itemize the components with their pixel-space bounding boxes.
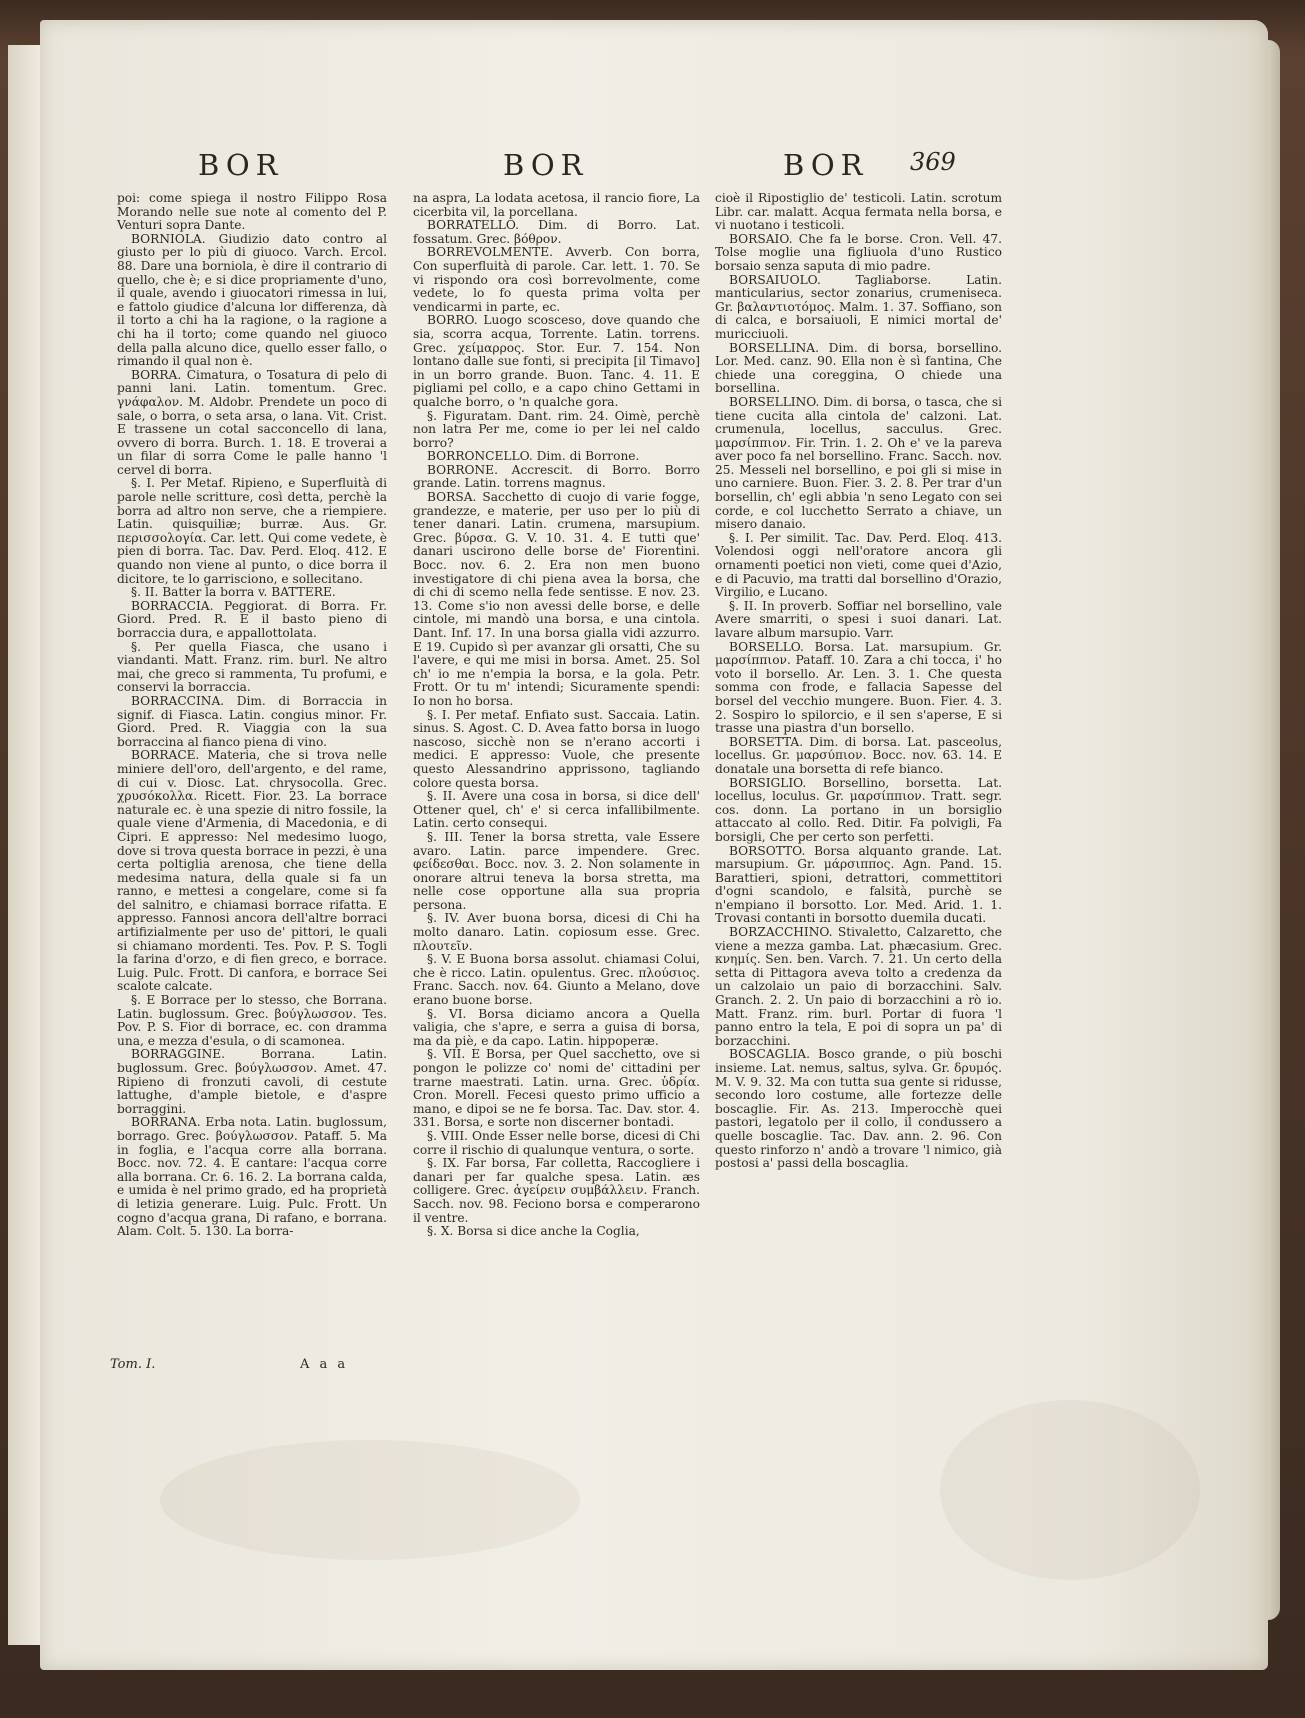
dictionary-entry: §. II. Avere una cosa in borsa, si dice dell' Ottener quel, ch' e' si cerca infallibilmente. Latin. certo consequi. <box>413 789 700 831</box>
dictionary-entry: BORSAIO. Che fa le borse. Cron. Vell. 47. Tolse moglie una figliuola d'uno Rustico borsaio senza saputa di mio padre. <box>715 231 1002 273</box>
dictionary-entry: §. VIII. Onde Esser nelle borse, dicesi di Chi corre il rischio di qualunque ventura, o sorte. <box>413 1128 700 1157</box>
paper-stain <box>160 1440 580 1560</box>
dictionary-entry: BORZACCHINO. Stivaletto, Calzaretto, che viene a mezza gamba. Lat. phæcasium. Grec. κνημίς. Sen. ben. Varch. 7. 21. Un certo della setta di Pittagora aveva tolto a credenza da un calzolaio un paio di borzacchini. Salv. Granch. 2. 2. Un paio di borzacchini a rò io. Matt. Franz. rim. burl. Portar di fuora 'l panno entro la tela, E poi di sopra un pa' di borzacchini. <box>715 925 1002 1048</box>
dictionary-entry: BORRONE. Accrescit. di Borro. Borro grande. Latin. torrens magnus. <box>413 462 700 491</box>
dictionary-entry: BORSOTTO. Borsa alquanto grande. Lat. marsupium. Gr. μάρσιππος. Agn. Pand. 15. Barattieri, spioni, detrattori, commettitori d'ogni scandolo, e falsità, purchè se n'empiano il borsotto. Lor. Med. Arid. 1. 1. Trovasi contanti in borsotto duemila ducati. <box>715 843 1002 926</box>
dictionary-entry: BORSIGLIO. Borsellino, borsetta. Lat. locellus, loculus. Gr. μαρσίππιον. Tratt. segr. cos. donn. La portano in un borsiglio attaccato al collo. Red. Ditir. Fa polvigli, Fa borsigli, Che per certo son perfetti. <box>715 775 1002 844</box>
dictionary-entry: §. II. Batter la borra v. BATTERE. <box>131 585 336 600</box>
dictionary-entry: BORSELLO. Borsa. Lat. marsupium. Gr. μαρσίππιον. Pataff. 10. Zara a chi tocca, i' ho voto il borsello. Ar. Len. 3. 1. Che questa somma con frode, e fallacia Sapesse del borsel del vecchio mungere. Buon. Fier. 4. 3. 2. Sospiro lo spilorcio, e il sen s'aperse, E si trasse una piastra d'un borsello. <box>715 639 1002 736</box>
text-column-left <box>117 192 387 1239</box>
dictionary-entry: §. X. Borsa si dice anche la Coglia, <box>427 1224 640 1239</box>
dictionary-entry: §. III. Tener la borsa stretta, vale Essere avaro. Latin. parce impendere. Grec. φείδεσθαι. Bocc. nov. 3. 2. Non solamente in onorare altrui teneva la borsa stretta, ma nelle cose opportune alla sua propria persona. <box>413 829 700 912</box>
paper-stain <box>940 1400 1200 1580</box>
running-header <box>0 148 1305 192</box>
left-page-edge <box>8 45 41 1645</box>
dictionary-entry: BOSCAGLIA. Bosco grande, o più boschi insieme. Lat. nemus, saltus, sylva. Gr. δρυμός. M. V. 9. 32. Ma con tutta sua gente si ridusse, secondo loro costume, alle fortezze delle boscaglie. Fir. As. 213. Imperocchè quei pastori, legatolo per il collo, il condussero a quelle boscaglie. Tac. Dav. ann. 2. 96. Con questo rinforzo n' andò a trovare 'l nimico, già postosi a' passi della boscaglia. <box>715 1047 1002 1171</box>
dictionary-entry: BORRACCIA. Peggiorat. di Borra. Fr. Giord. Pred. R. E il basto pieno di borraccia dura, e appallottolata. <box>117 598 387 640</box>
dictionary-entry: BORRANA. Erba nota. Latin. buglossum, borrago. Grec. βούγλωσσον. Pataff. 5. Ma in foglia, e l'acqua corre alla borrana. Bocc. nov. 72. 4. E cantare: l'acqua corre alla borrana. Cr. 6. 16. 2. La borrana calda, e umida è nel primo grado, ed ha proprietà di letizia generare. Luig. Pulc. Frott. Un cogno d'acqua grana, Di rafano, e borrana. Alam. Colt. 5. 130. La borra- <box>117 1115 387 1239</box>
page-number: 369 <box>910 148 956 176</box>
dictionary-entry: BORSA. Sacchetto di cuojo di varie fogge, grandezze, e materie, per uso per lo più di tener danari. Latin. crumena, marsupium. Grec. βύρσα. G. V. 10. 31. 4. E tutti que' danari uscirono delle borse de' Fiorentini. Bocc. nov. 6. 2. Era non men buono investigatore di chi piena avea la borsa, che di chi di scemo nella fede sentisse. E nov. 23. 13. Come s'io non avessi delle borse, e delle cintole, mi mandò una borsa, e una cintola. Dant. Inf. 17. In una borsa gialla vidi azzurro. E 19. Cupido sì per avanzar gli orsatti, Che su l'avere, e qui me misi in borsa. Amet. 25. Sol ch' io me n'empia la borsa, e la gola. Petr. Frott. Or tu m' intendi; Sicuramente spendi: Io non ho borsa. <box>413 490 700 708</box>
dictionary-entry: na aspra, La lodata acetosa, il rancio fiore, La cicerbita vil, la porcellana. <box>413 191 700 219</box>
dictionary-entry: cioè il Ripostiglio de' testicoli. Latin. scrotum Libr. car. malatt. Acqua fermata nella borsa, e vi nuotano i testicoli. <box>715 191 1002 233</box>
header-left: BOR <box>198 148 284 182</box>
dictionary-entry: §. Per quella Fiasca, che usano i viandanti. Matt. Franz. rim. burl. Ne altro mai, che greco si rammenta, Tu profumi, e conservi la borraccia. <box>117 639 387 695</box>
dictionary-entry: poi: come spiega il nostro Filippo Rosa Morando nelle sue note al comento del P. Venturi sopra Dante. <box>117 191 387 233</box>
text-column-right <box>715 192 1002 1171</box>
dictionary-entry: BORRONCELLO. Dim. di Borrone. <box>427 449 640 464</box>
dictionary-entry: BORRACE. Materia, che si trova nelle miniere dell'oro, dell'argento, e del rame, di cui v. Diosc. Lat. chrysocolla. Grec. χρυσόκολλα. Ricett. Fior. 23. La borrace naturale ec. è una spezie di nitro fossile, la quale viene d'Armenia, di Macedonia, e di Cipri. E appresso: Nel medesimo luogo, dove si trova questa borrace in pezzi, è una certa poltiglia arenosa, che tiene della medesima natura, della quale si fa un ranno, e mettesi a congelare, come si fa del salnitro, e chiamasi borrace rifatta. E appresso. Fannosi ancora dell'altre borraci artifizialmente per uso de' pittori, le quali si chiamano mordenti. Tes. Pov. P. S. Togli la farina d'orzo, e di fien greco, e borrace. Luig. Pulc. Frott. Di canfora, e borrace Sei scalote calcate. <box>117 748 387 994</box>
dictionary-entry: BORRACCINA. Dim. di Borraccia in signif. di Fiasca. Latin. congius minor. Fr. Giord. Pred. R. Viaggia con la sua borraccina al fianco piena di vino. <box>117 693 387 749</box>
dictionary-entry: §. VI. Borsa diciamo ancora a Quella valigia, che s'apre, e serra a guisa di borsa, ma da piè, e da capo. Latin. hippoperæ. <box>413 1006 700 1048</box>
dictionary-entry: §. I. Per metaf. Enfiato sust. Saccaia. Latin. sinus. S. Agost. C. D. Avea fatto borsa in luogo nascoso, sicchè non se n'erano accorti i medici. E appresso: Vuole, che presente questo Alessandrino apprissono, tagliando colore questa borsa. <box>413 707 700 790</box>
dictionary-entry: BORSELLINA. Dim. di borsa, borsellino. Lor. Med. canz. 90. Ella non è sì fantina, Che chiede una coreggina, O chiede una borsellina. <box>715 340 1002 396</box>
catchword: A a a <box>300 1357 349 1372</box>
dictionary-entry: §. I. Per Metaf. Ripieno, e Superfluità di parole nelle scritture, così detta, perchè la borra ad altro non serve, che a riempiere. Latin. quisquiliæ; burræ. Aus. Gr. περισσολογία. Car. lett. Qui come vedete, è pien di borra. Tac. Dav. Perd. Eloq. 412. E quando non viene al punto, o dice borra il dicitore, te lo garrisciono, e sollecitano. <box>117 476 387 586</box>
header-right: BOR <box>783 148 869 182</box>
dictionary-entry: §. IV. Aver buona borsa, dicesi di Chi ha molto danaro. Latin. copiosum esse. Grec. πλουτεῖν. <box>413 911 700 953</box>
dictionary-entry: BORRATELLO. Dim. di Borro. Lat. fossatum. Grec. βόθρον. <box>413 218 700 246</box>
signature-mark: Tom. I. <box>110 1357 156 1372</box>
dictionary-entry: BORRAGGINE. Borrana. Latin. buglossum. Grec. βούγλωσσον. Amet. 47. Ripieno di fronzuti cavoli, di cestute lattughe, d'ample bietole, e d'aspre borraggini. <box>117 1047 387 1116</box>
dictionary-entry: BORSAIUOLO. Tagliaborse. Latin. manticularius, sector zonarius, crumeniseca. Gr. βαλαντιοτόμος. Malm. 1. 37. Soffiano, son di calca, e borsaiuoli, E nimici mortal de' muricciuoli. <box>715 272 1002 341</box>
header-middle: BOR <box>503 148 589 182</box>
dictionary-entry: §. IX. Far borsa, Far colletta, Raccogliere i danari per far qualche spesa. Latin. æs colligere. Grec. ἀγείρειν συμβάλλειν. Franch. Sacch. nov. 98. Feciono borsa e comperarono il ventre. <box>413 1156 700 1225</box>
dictionary-entry: BORRA. Cimatura, o Tosatura di pelo di panni lani. Latin. tomentum. Grec. γνάφαλον. M. Aldobr. Prendete un poco di sale, o borra, o seta arsa, o lana. Vit. Crist. E trassene un cotal sacconcello di lana, ovvero di borra. Burch. 1. 18. E troverai a un filar di sorra Come le palle hanno 'l cervel di borra. <box>117 367 387 477</box>
dictionary-entry: §. II. In proverb. Soffiar nel borsellino, vale Avere smarriti, o spesi i suoi danari. Lat. lavare album marsupio. Varr. <box>715 598 1002 640</box>
dictionary-entry: §. V. E Buona borsa assolut. chiamasi Colui, che è ricco. Latin. opulentus. Grec. πλούσιος. Franc. Sacch. nov. 64. Giunto a Melano, dove erano buone borse. <box>413 952 700 1008</box>
dictionary-entry: §. E Borrace per lo stesso, che Borrana. Latin. buglossum. Grec. βούγλωσσον. Tes. Pov. P. S. Fior di borrace, ec. con dramma una, e mezza d'esula, o di scamonea. <box>117 993 387 1048</box>
text-column-middle <box>413 192 700 1239</box>
dictionary-entry: BORREVOLMENTE. Avverb. Con borra, Con superfluità di parole. Car. lett. 1. 70. Se vi rispondo ora così borrevolmente, come vedete, lo fo questa prima volta per vendicarmi in parte, ec. <box>413 245 700 314</box>
dictionary-entry: BORSELLINO. Dim. di borsa, o tasca, che si tiene cucita alla cintola de' calzoni. Lat. crumenula, locellus, sacculus. Grec. μαρσίππιον. Fir. Trin. 1. 2. Oh e' ve la pareva aver poco fa nel borsellino. Franc. Sacch. nov. 25. Messeli nel borsellino, e poi gli si mise in uno carniere. Buon. Fier. 3. 2. 8. Per trar d'un borsellin, ch' egli abbia 'n seno Legato con sei corde, e col lucchetto Serrato a chiave, un misero danaio. <box>715 394 1002 532</box>
dictionary-entry: BORRO. Luogo scosceso, dove quando che sia, scorra acqua, Torrente. Latin. torrens. Grec. χείμαρρος. Stor. Eur. 7. 154. Non lontano dalle sue fonti, si precipita [il Timavo] in un borro grande. Buon. Tanc. 4. 11. E pigliami pel collo, e a capo chino Gettami in qualche borro, o 'n qualche gora. <box>413 313 700 409</box>
dictionary-entry: BORSETTA. Dim. di borsa. Lat. pasceolus, locellus. Gr. μαρσύπιον. Bocc. nov. 63. 14. E donatale una borsetta di refe bianco. <box>715 734 1002 776</box>
dictionary-entry: §. Figuratam. Dant. rim. 24. Oimè, perchè non latra Per me, come io per lei nel caldo borro? <box>413 408 700 450</box>
dictionary-entry: BORNIOLA. Giudizio dato contro al giusto per lo più di giuoco. Varch. Ercol. 88. Dare una borniola, è dire il contrario di quello, che è; e si dice propriamente d'uno, il quale, avendo i giuocatori rimessa in lui, e fattolo giudice d'alcuna lor differenza, dà il torto a chi ha la ragione, o la ragione a chi ha il torto; come quando nel giuoco della palla alcuno dice, quello esser fallo, o rimando il qual non è. <box>117 231 387 369</box>
page-footer <box>110 1357 410 1377</box>
dictionary-entry: §. I. Per similit. Tac. Dav. Perd. Eloq. 413. Volendosi oggi nell'oratore ancora gli ornamenti poetici non vieti, come quei d'Azio, e di Pacuvio, ma tratti dal borsellino d'Orazio, Virgilio, e Lucano. <box>715 530 1002 600</box>
dictionary-entry: §. VII. E Borsa, per Quel sacchetto, ove si pongon le polizze co' nomi de' cittadini per trarne maestrati. Latin. urna. Grec. ὑδρία. Cron. Morell. Fecesi questo primo ufficio a mano, e dipoi se ne fe borsa. Tac. Dav. stor. 4. 331. Borsa, e sorte non discerner bontadi. <box>413 1047 700 1130</box>
